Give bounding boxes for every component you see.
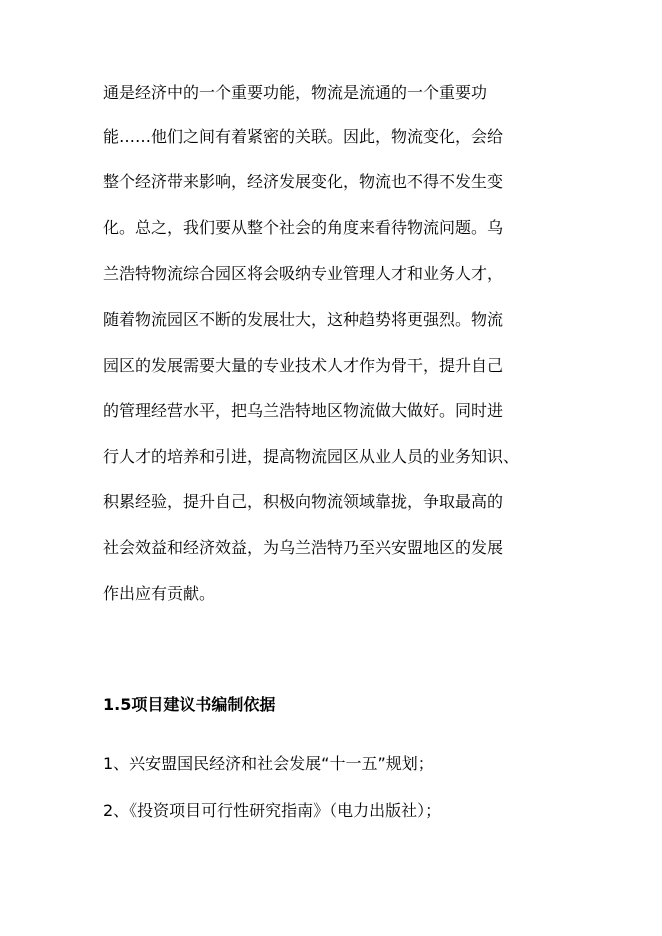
body-text-line: 的管理经营水平，把乌兰浩特地区物流做大做好。同时进 (103, 401, 504, 420)
body-text-line: 作出应有贡献。 (103, 584, 216, 603)
body-text-line: 整个经济带来影响，经济发展变化，物流也不得不发生变 (103, 172, 504, 191)
reference-item: 2、《投资项目可行性研究指南》（电力出版社）； (103, 801, 442, 820)
body-text-line: 积累经验，提升自己，积极向物流领域靠拢，争取最高的 (103, 492, 504, 511)
body-text-line: 随着物流园区不断的发展壮大，这种趋势将更强烈。物流 (103, 310, 504, 329)
section-heading: 1.5项目建议书编制依据 (103, 695, 276, 714)
body-text-line: 化。总之，我们要从整个社会的角度来看待物流问题。乌 (103, 218, 504, 237)
body-text-line: 通是经济中的一个重要功能，物流是流通的一个重要功 (103, 83, 488, 102)
body-text-line: 兰浩特物流综合园区将会吸纳专业管理人才和业务人才， (103, 264, 504, 283)
reference-item: 1、兴安盟国民经济和社会发展“十一五”规划； (103, 754, 434, 773)
body-text-line: 园区的发展需要大量的专业技术人才作为骨干，提升自己 (103, 356, 504, 375)
body-text-line: 行人才的培养和引进，提高物流园区从业人员的业务知识、 (103, 447, 520, 466)
body-text-line: 社会效益和经济效益，为乌兰浩特乃至兴安盟地区的发展 (103, 538, 504, 557)
body-text-line: 能……他们之间有着紧密的关联。因此，物流变化，会给 (103, 127, 504, 146)
